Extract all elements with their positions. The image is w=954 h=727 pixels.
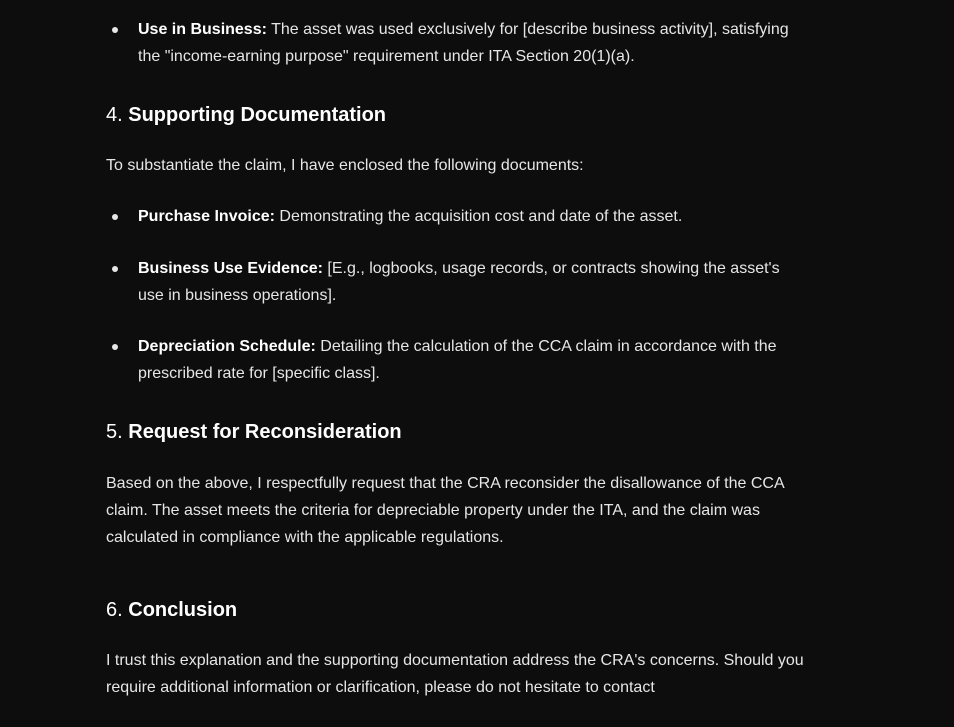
section4-intro: To substantiate the claim, I have enclosed the following documents:	[106, 157, 584, 174]
documents-list	[106, 203, 806, 387]
list-item-business-use-evidence	[138, 255, 806, 309]
bullet-text: [E.g., logbooks, usage records, or contracts showing the asset's use in business operations].	[138, 260, 780, 304]
section4-heading	[106, 101, 806, 129]
section5-heading	[106, 418, 806, 446]
section5-body: Based on the above, I respectfully request that the CRA reconsider the disallowance of the CCA claim. The asset meets the criteria for depreciable property under the ITA, and the claim was calculated in compliance with the applicable regulations.	[106, 475, 784, 546]
section3-bullet-list	[106, 16, 806, 70]
section-title: Conclusion	[128, 599, 238, 621]
bullet-text: Demonstrating the acquisition cost and date of the asset.	[279, 208, 683, 225]
list-item-depreciation-schedule	[138, 333, 806, 387]
bullet-text: The asset was used exclusively for [describe business activity], satisfying the "income-earning purpose" requirement under ITA Section 20(1)(a).	[138, 21, 789, 65]
bullet-label: Use in Business:	[138, 21, 267, 38]
section-number: 4.	[106, 104, 123, 126]
list-item-purchase-invoice	[138, 203, 806, 230]
bullet-label: Depreciation Schedule:	[138, 338, 316, 355]
bullet-label: Business Use Evidence:	[138, 260, 323, 277]
document-content	[106, 16, 806, 701]
list-item-use-in-business	[138, 16, 806, 70]
bullet-label: Purchase Invoice:	[138, 208, 275, 225]
section6-heading	[106, 596, 806, 624]
section-title: Request for Reconsideration	[128, 421, 402, 443]
bullet-text: Detailing the calculation of the CCA claim in accordance with the prescribed rate for [specific class].	[138, 338, 777, 382]
section-number: 5.	[106, 421, 123, 443]
section-title: Supporting Documentation	[128, 104, 387, 126]
section6-body: I trust this explanation and the supporting documentation address the CRA's concerns. Should you require additional information or clarification, please do not hesitate to contact	[106, 652, 804, 696]
section-number: 6.	[106, 599, 123, 621]
